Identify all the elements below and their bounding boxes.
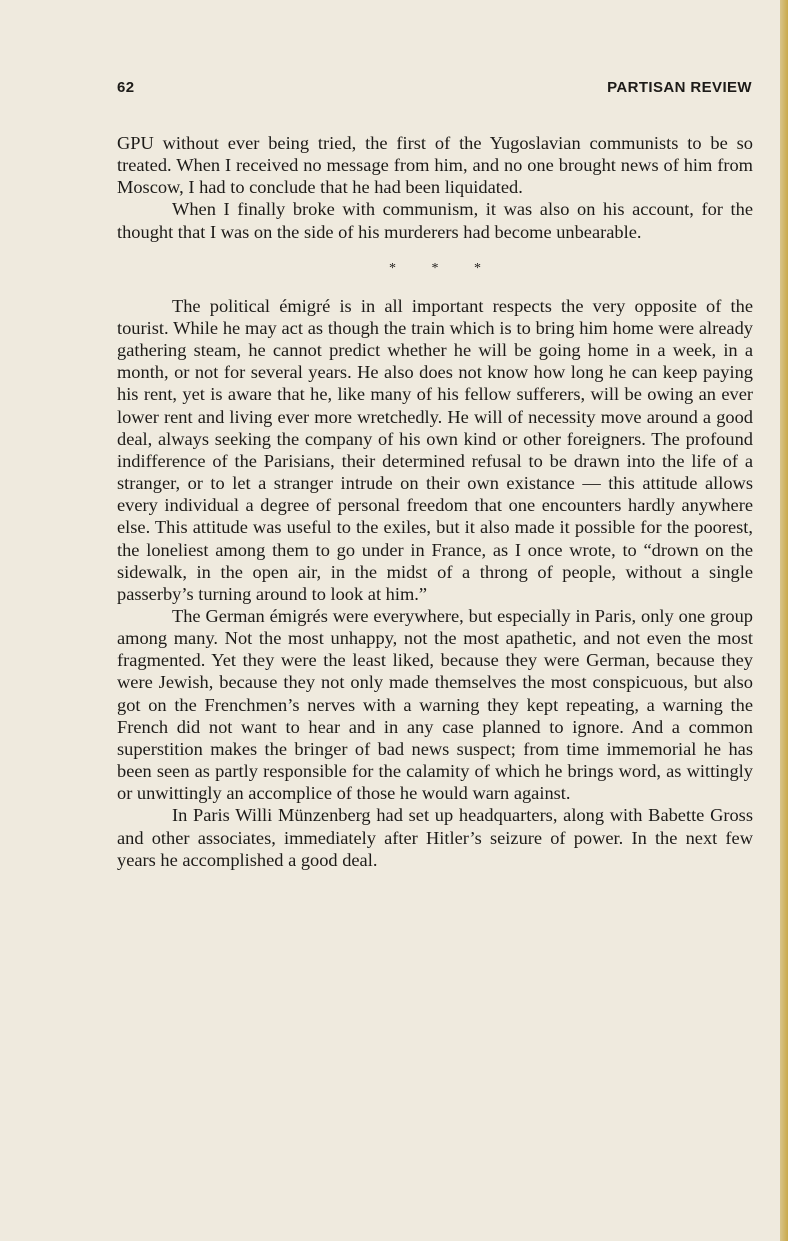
paragraph: The political émigré is in all important respects the very opposite of the tourist. While he may act as though the train which is to bring him home were already gathering steam, he cannot predict whether he will be going home in a week, in a month, or not for several years. He also does not know how long he can keep paying his rent, yet is aware that he, like many of his fellow sufferers, will be owing an ever lower rent and living ever more wretchedly. He will of necessity move around a good deal, always seeking the company of his own kind or other foreigners. The profound indifference of the Parisians, their determined refusal to be drawn into the life of a stranger, or to let a stranger intrude on their own existance — this attitude allows every individual a degree of personal freedom that one encounters hardly anywhere else. This attitude was useful to the exiles, but it also made it possible for the poorest, the loneliest among them to go under in France, as I once wrote, to “drown on the sidewalk, in the open air, in the midst of a throng of people, without a single passerby’s turning around to look at him.” [117, 295, 753, 604]
section-break-asterisks: * * * [389, 260, 497, 276]
page-edge [780, 0, 788, 1241]
page-number: 62 [117, 79, 135, 96]
journal-title: PARTISAN REVIEW [607, 79, 752, 96]
paragraph-continuation: GPU without ever being tried, the first of the Yugoslavian communists to be so treated. When I received no message from him, and no one brought news of him from Moscow, I had to conclude that he had been liquidated. [117, 133, 753, 198]
running-head [117, 79, 752, 99]
paragraph: When I finally broke with communism, it was also on his account, for the thought that I was on the side of his murderers had become unbearable. [117, 199, 753, 242]
paragraph: The German émigrés were everywhere, but especially in Paris, only one group among many. Not the most unhappy, not the most apathetic, and not even the most fragmented. Yet they were the least liked, because they were German, because they were Jewish, because they not only made themselves the most conspicuous, but also got on the Frenchmen’s nerves with a warning they kept repeating, a warning the French did not want to hear and in any case planned to ignore. And a common superstition makes the bringer of bad news suspect; from time immemorial he has been seen as partly responsible for the calamity of which he brings word, as wittingly or unwittingly an accomplice of those he would warn against. [117, 605, 753, 804]
paragraph: In Paris Willi Münzenberg had set up headquarters, along with Babette Gross and other associates, immediately after Hitler’s seizure of power. In the next few years he accomplished a good deal. [117, 805, 753, 870]
body-text [117, 132, 753, 871]
